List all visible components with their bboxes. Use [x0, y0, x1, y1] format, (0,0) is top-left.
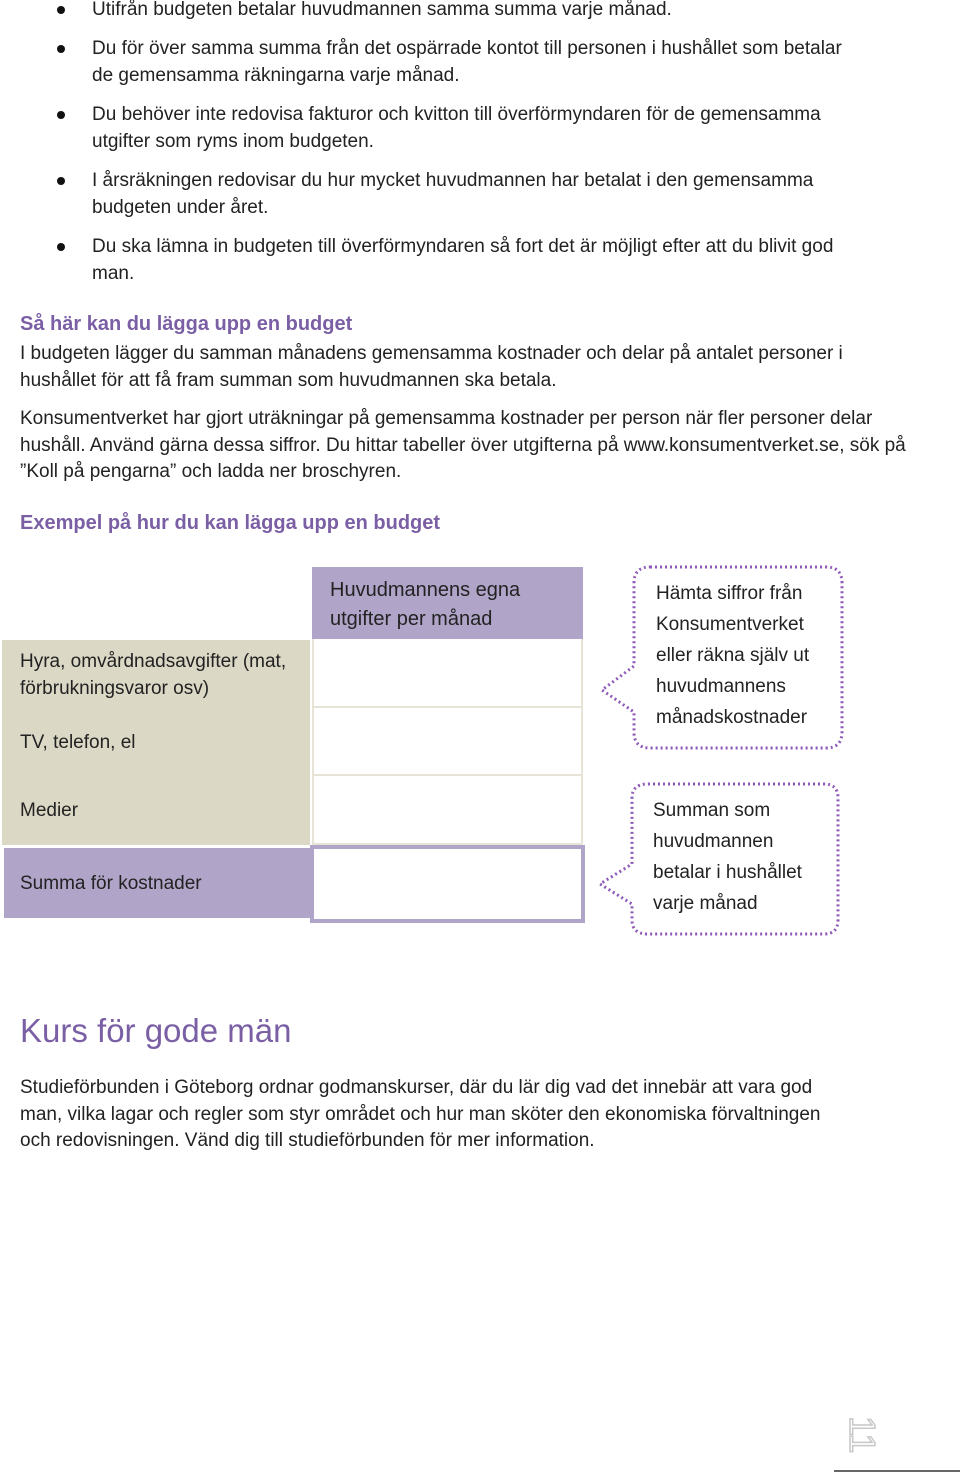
bullet-icon: [57, 111, 65, 119]
bullet-item: Du behöver inte redovisa fakturor och kvitton till överförmyndaren för de gemensamma utgifter som ryms inom budgeten.: [92, 101, 852, 155]
bullet-item: I årsräkningen redovisar du hur mycket huvudmannen har betalat i den gemensamma budgeten under året.: [92, 167, 852, 221]
paragraph-konsumentverket: Konsumentverket har gjort uträkningar på gemensamma kostnader per person när fler personer delar hushåll. Använd gärna dessa siffror. Du hittar tabeller över utgifterna på www.konsumentverket.se, sök på ”Koll på pengarna” och ladda ner broschyren.: [20, 408, 906, 482]
bullet-item: Utifrån budgeten betalar huvudmannen samma summa varje månad.: [92, 0, 852, 23]
section-title-course: Kurs för gode män: [20, 1012, 292, 1049]
cost-row-rent: Hyra, omvårdnadsavgifter (mat, förbrukningsvaror osv): [20, 651, 287, 699]
callout-text-2: Summan som huvudmannen betalar i hushållet varje månad: [653, 800, 802, 914]
bullet-icon: [57, 45, 65, 53]
cost-row-utilities: TV, telefon, el: [20, 732, 136, 753]
column-header: Huvudmannens egna utgifter per månad: [330, 579, 521, 630]
row-divider: [312, 706, 583, 708]
bullet-item: Du för över samma summa från det ospärrade kontot till personen i hushållet som betalar de gemensamma räkningarna varje månad.: [92, 35, 852, 89]
page-number-area: [832, 1408, 960, 1474]
value-cells: [312, 639, 583, 845]
total-label: Summa för kostnader: [20, 873, 202, 894]
row-divider: [312, 774, 583, 776]
section-heading-example: Exempel på hur du kan lägga upp en budget: [20, 512, 441, 534]
callout-text-1: Hämta siffror från Konsumentverket eller räkna själv ut huvudmannens månadskostnader: [656, 583, 810, 728]
page-number-graphic: [832, 1408, 960, 1474]
bullet-icon: [57, 177, 65, 185]
total-value-box: [310, 845, 585, 923]
bullet-icon: [57, 243, 65, 251]
cost-row-media: Medier: [20, 800, 79, 821]
bullet-icon: [57, 6, 65, 14]
page-number: 11: [842, 1416, 883, 1454]
paragraph-budget-intro: I budgeten lägger du samman månadens gemensamma kostnader och delar på antalet personer i hushållet för att få fram summan som huvudmannen ska betala.: [20, 343, 843, 391]
bullet-item: Du ska lämna in budgeten till överförmyndaren så fort det är möjligt efter att du blivit god man.: [92, 233, 852, 287]
section-heading-budget: Så här kan du lägga upp en budget: [20, 313, 353, 335]
paragraph-course: Studieförbunden i Göteborg ordnar godmanskurser, där du lär dig vad det innebär att vara god man, vilka lagar och regler som styr området och hur man sköter den ekonomiska förvaltningen och redovisningen. Vänd dig till studieförbunden för mer information.: [20, 1077, 821, 1151]
